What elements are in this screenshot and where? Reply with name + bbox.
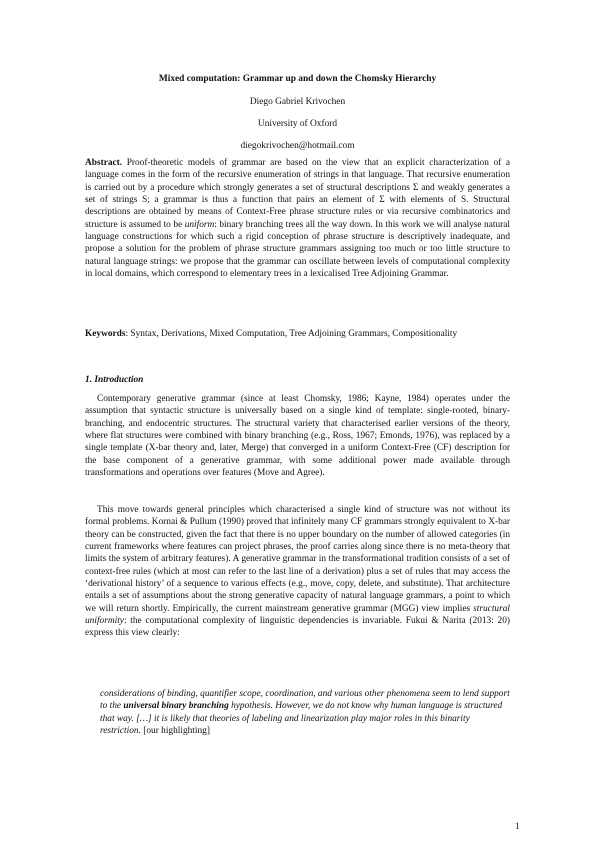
quote-text-1: considerations of binding, quantifier scope, coordination, and various other phenomena seem to lend support to the (100, 689, 510, 712)
author-email: diegokrivochen@hotmail.com (240, 141, 355, 151)
paragraph-2-emphasis: structural uniformity (85, 603, 510, 627)
abstract-text-2: : binary branching trees all the way down. In this work we will analyse natural language constructions for which such a rigid conception of phrase structure is descriptively inadequate, and propose a solution for the problem of phrase structure grammars assigning too much or too little structure to natural language strings: we propose that the grammar can oscillate between levels of computational complexity in local domains, which correspond to elementary trees in a lexicalised Tree Adjoining Grammar. (85, 219, 511, 280)
page-number: 1 (515, 822, 520, 832)
paper-title: Mixed computation: Grammar up and down the Chomsky Hierarchy (158, 74, 437, 84)
body-paragraph-1: Contemporary generative grammar (since at least Chomsky, 1986; Kayne, 1984) operates under the assumption that syntactic structure is universally based on a single kind of template: single-rooted, binary-branching, and endocentric structures. The structural variety that characterised earlier versions of the theory, where flat structures were combined with binary branching (e.g., Ross, 1967; Emonds, 1976), was replaced by a single template (X-bar theory and, later, Merge) that converged in a uniform Context-Free (CF) description for the base component of a generative grammar, with some additional power made available through transformations and operations over features (Move and Agree). (85, 394, 510, 479)
paragraph-2-text-2: : the computational complexity of linguistic dependencies is invariable. Fukui & Narita (2013: 20) express this view clearly: (85, 616, 510, 639)
keywords-text: : Syntax, Derivations, Mixed Computation, Tree Adjoining Grammars, Compositionality (125, 329, 458, 339)
keywords-label: Keywords (85, 329, 126, 339)
body-paragraph-2 (85, 504, 510, 640)
abstract-text-1: Proof-theoretic models of grammar are based on the view that an explicit characterization of a language comes in the form of the recursive enumeration of strings in that language. That recursive enumeration is carried out by a procedure which strongly generates a set of structural descriptions Σ and weakly generates a set of strings S; a grammar is thus a function that pairs an element of Σ with elements of S. Structural descriptions are obtained by means of Context-Free phrase structure rules or via recursive combinatorics and structure is assumed to be (85, 158, 510, 230)
abstract (85, 157, 510, 280)
abstract-label: Abstract. (85, 158, 123, 168)
quote-text-2: hypothesis. However, we do not know why human language is structured that way. […] it is likely that theories of labeling and linearization play major roles in this binarity restriction. (100, 701, 503, 737)
author-affiliation: University of Oxford (257, 119, 338, 129)
quote-note: [our highlighting] (140, 726, 210, 737)
abstract-emphasis: uniform (184, 219, 215, 230)
block-quote (100, 688, 510, 737)
section-heading: 1. Introduction (85, 375, 144, 385)
paragraph-2-text-1: This move towards general principles which characterised a single kind of structure was not without its formal problems. Kornai & Pullum (1990) proved that infinitely many CF grammars strongly equivalent to X-bar theory can be constructed, given the fact that there is no upper boundary on the number of allowed categories (in current frameworks where features can project phrases, the proof carries along since there is no meta-theory that limits the system of arbitrary features). A generative grammar in the transformational tradition consists of a set of context-free rules (which at most can refer to the last line of a derivation) plus a set of rules that may access the ‘derivational history’ of a sequence to various effects (e.g., move, copy, delete, and substitute). That architecture entails a set of assumptions about the strong generative capacity of natural language grammars, a point to which we will return shortly. Empirically, the current mainstream generative grammar (MGG) view implies (85, 505, 510, 614)
keywords (85, 328, 510, 340)
quote-bold: universal binary branching (123, 701, 229, 712)
author-name: Diego Gabriel Krivochen (249, 97, 346, 107)
